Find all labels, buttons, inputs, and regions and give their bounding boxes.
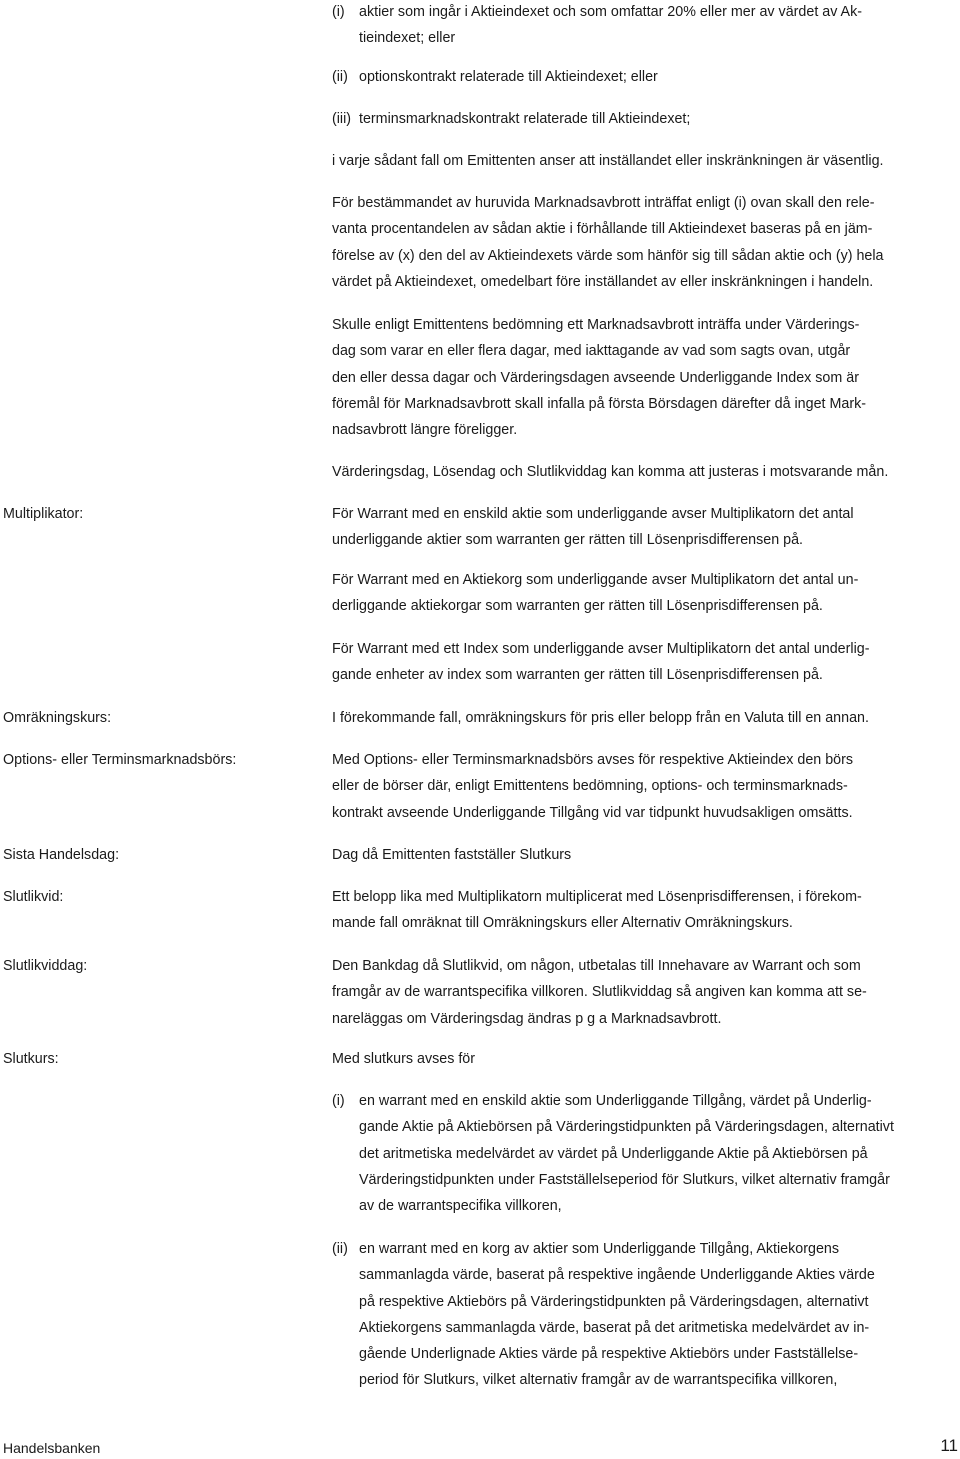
definition-omrakningskurs: I förekommande fall, omräkningskurs för pris eller belopp från en Valuta till en annan.: [332, 710, 869, 726]
term-label-slutkurs: Slutkurs:: [3, 1051, 59, 1067]
list-number: (i): [332, 4, 345, 20]
definition-multiplikator-1: För Warrant med en enskild aktie som underliggande avser Multiplikatorn det antal underliggande aktier som warranten ger rätten till Lösenprisdifferensen på.: [332, 506, 854, 549]
definition-sista-handelsdag: Dag då Emittenten fastställer Slutkurs: [332, 847, 572, 863]
list-number: (ii): [332, 69, 348, 85]
term-label-sista-handelsdag: Sista Handelsdag:: [3, 847, 120, 863]
paragraph-bestammandet: För bestämmandet av huruvida Marknadsavbrott inträffat enligt (i) ovan skall den rele- vanta procentandelen av sådan aktie i förhållande till Aktieindexet baseras på en jäm- förelse av (x) den del av Aktieindexets värde som hänför sig till sådan aktie och (y) hela värdet på Aktieindexet, omedelbart före inställandet av eller inskränkningen i handeln.: [332, 195, 884, 290]
list-number: (ii): [332, 1241, 348, 1257]
list-number: (iii): [332, 111, 352, 127]
definition-slutlikvid: Ett belopp lika med Multiplikatorn multiplicerat med Lösenprisdifferensen, i förekom- mande fall omräknat till Omräkningskurs eller Alternativ Omräkningskurs.: [332, 889, 862, 932]
definition-slutlikviddag: Den Bankdag då Slutlikvid, om någon, utbetalas till Innehavare av Warrant och som framgår av de warrantspecifika villkoren. Slutlikviddag så angiven kan komma att se- nareläggas om Värderingsdag ändras p g a Marknadsavbrott.: [332, 958, 867, 1027]
term-label-optionsbors: Options- eller Terminsmarknadsbörs:: [3, 752, 237, 768]
term-label-slutlikvid: Slutlikvid:: [3, 889, 64, 905]
definition-optionsbors: Med Options- eller Terminsmarknadsbörs avses för respektive Aktieindex den börs eller de börser där, enligt Emittentens bedömning, options- och terminsmarknads- kontrakt avseende Underliggande Tillgång vid var tidpunkt huvudsakligen omsätts.: [332, 752, 854, 821]
list-item-text: terminsmarknadskontrakt relaterade till Aktieindexet;: [359, 111, 691, 127]
definition-multiplikator-2: För Warrant med en Aktiekorg som underliggande avser Multiplikatorn det antal un- derliggande aktiekorgar som warranten ger rätten till Lösenprisdifferensen på.: [332, 572, 859, 615]
definition-slutkurs: Med slutkurs avses för: [332, 1051, 476, 1067]
term-label-slutlikviddag: Slutlikviddag:: [3, 958, 88, 974]
page-number: 11: [940, 1436, 958, 1455]
paragraph-justeras: Värderingsdag, Lösendag och Slutlikviddag kan komma att justeras i motsvarande mån.: [332, 464, 889, 480]
list-item-text: optionskontrakt relaterade till Aktieindexet; eller: [359, 69, 658, 85]
list-item-text: en warrant med en korg av aktier som Underliggande Tillgång, Aktiekorgens sammanlagda värde, baserat på respektive ingående Underliggande Akties värde på respektive Aktiebörs på Värderingstidpunkten på Värderingsdagen, alternativt Aktiekorgens sammanlagda värde, baserat på det aritmetiska medelvärdet av in- gående Underlignade Akties värde på respektive Aktiebörs under Fastställelse- period för Slutkurs, vilket alternativ framgår av de warrantspecifika villkoren,: [359, 1241, 875, 1389]
term-label-omrakningskurs: Omräkningskurs:: [3, 710, 112, 726]
list-item-text: en warrant med en enskild aktie som Underliggande Tillgång, värdet på Underlig- gande Aktie på Aktiebörsen på Värderingstidpunkten på Värderingsdagen, alternativt det aritmetiska medelvärdet av värdet på Underliggande Aktie på Aktiebörsen på Värderingstidpunkten under Fastställelseperiod för Slutkurs, vilket alternativ framgår av de warrantspecifika villkoren,: [359, 1093, 894, 1215]
term-label-multiplikator: Multiplikator:: [3, 506, 84, 522]
paragraph-skulle: Skulle enligt Emittentens bedömning ett Marknadsavbrott inträffa under Värderings- dag som varar en eller flera dagar, med iakttagande av vad som sagts ovan, utgår den eller dessa dagar och Värderingsdagen avseende Underliggande Index som är föremål för Marknadsavbrott skall infalla på första Börsdagen därefter då inget Mark- nadsavbrott längre föreligger.: [332, 317, 867, 439]
paragraph-varje: i varje sådant fall om Emittenten anser att inställandet eller inskränkningen är väsentlig.: [332, 153, 884, 169]
footer-brand: Handelsbanken: [3, 1440, 101, 1456]
definition-multiplikator-3: För Warrant med ett Index som underliggande avser Multiplikatorn det antal underlig- gande enheter av index som warranten ger rätten till Lösenprisdifferensen på.: [332, 641, 870, 684]
list-number: (i): [332, 1093, 345, 1109]
list-item-text: aktier som ingår i Aktieindexet och som omfattar 20% eller mer av värdet av Ak- tieindexet; eller: [359, 4, 862, 47]
